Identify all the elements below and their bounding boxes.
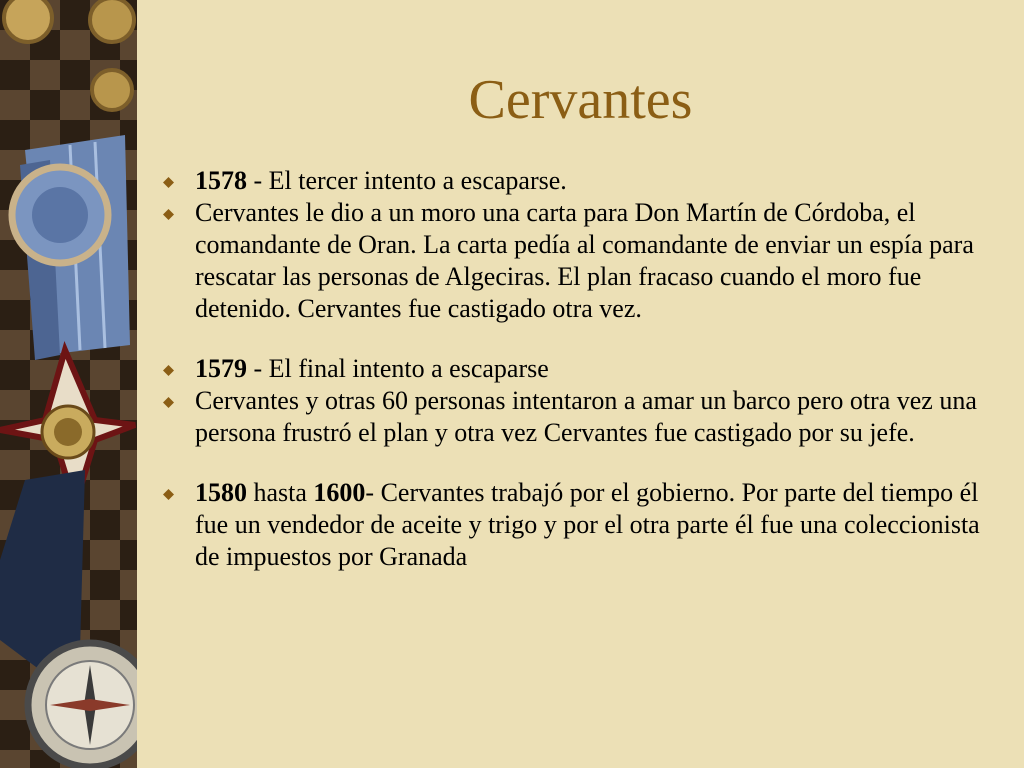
diamond-icon: [163, 489, 174, 500]
bullet-text: - El tercer intento a escaparse.: [247, 166, 567, 195]
list-item: [163, 197, 1008, 325]
year-label: 1578: [195, 166, 247, 195]
list-item: [163, 353, 1008, 385]
list-item: [163, 165, 1008, 197]
bullet-text: Cervantes y otras 60 personas intentaron a amar un barco pero otra vez una persona frustró el plan y otra vez Cervantes fue castigado por su jefe.: [195, 386, 977, 447]
diamond-icon: [163, 209, 174, 220]
bullet-text-connector: hasta: [247, 478, 314, 507]
bullet-text: Cervantes le dio a un moro una carta para Don Martín de Córdoba, el comandante de Oran. La carta pedía al comandante de enviar un espía para rescatar las personas de Algeciras. El plan fracaso cuando el moro fue detenido. Cervantes fue castigado otra vez.: [195, 198, 974, 323]
diamond-icon: [163, 365, 174, 376]
list-item: [163, 477, 1008, 573]
decorative-sidebar-image: [0, 0, 137, 768]
slide-body: [163, 165, 1008, 573]
year-label: 1580: [195, 478, 247, 507]
diamond-icon: [163, 177, 174, 188]
medal-collage-illustration: [0, 0, 137, 768]
diamond-icon: [163, 397, 174, 408]
bullet-text: - Cervantes trabajó por el gobierno. Por parte del tiempo él fue un vendedor de aceite y trigo y por el otra parte él fue una coleccionista de impuestos por Granada: [195, 478, 980, 571]
year-label: 1579: [195, 354, 247, 383]
year-label: 1600: [313, 478, 366, 507]
slide-title: Cervantes: [468, 69, 693, 131]
bullet-text: - El final intento a escaparse: [247, 354, 549, 383]
list-item: [163, 385, 1008, 449]
